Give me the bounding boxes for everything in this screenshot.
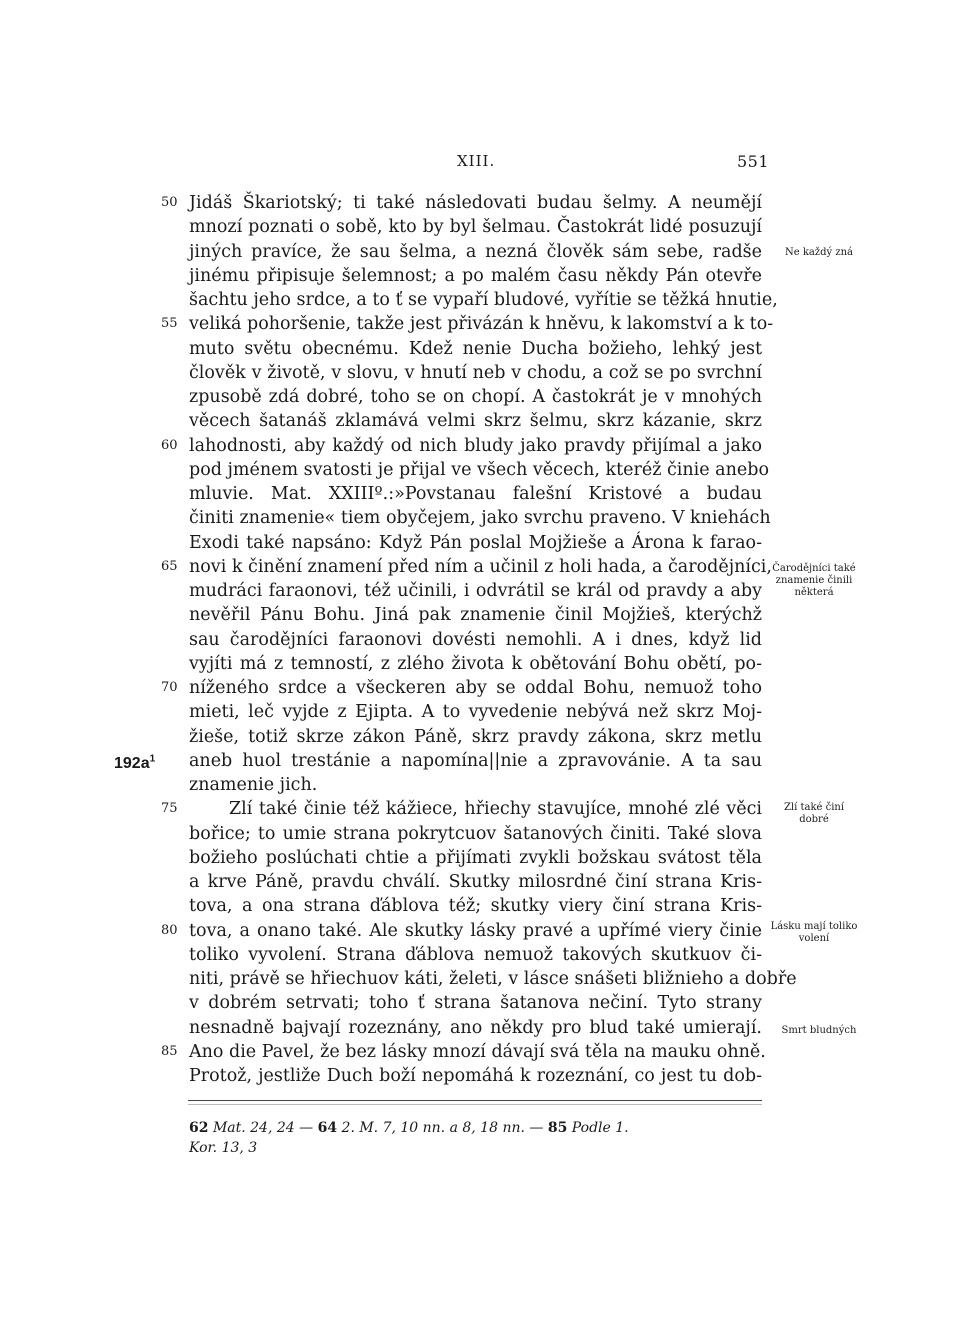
footnote-line-number: 85: [547, 1120, 568, 1136]
text-line: muto světu obecnému. Kdež nenie Ducha božieho, lehký jest: [189, 339, 762, 359]
footnote-rule: [188, 1100, 762, 1101]
line-number: 75: [161, 801, 178, 816]
text-line: šachtu jeho srdce, a to ť se vypaří bludové, vyřítie se těžká hnutie,: [189, 290, 778, 310]
footnote-reference: Mat. 24, 24: [212, 1120, 295, 1136]
footnote-line-1: [189, 1118, 762, 1138]
footnote-line-number: 62: [189, 1120, 209, 1136]
text-line: lahodnosti, aby každý od nich bludy jako pravdy přijímal a jako: [189, 436, 762, 456]
text-line: jiných pravíce, že sau šelma, a nezná člověk sám sebe, radše: [189, 242, 762, 262]
text-line: božieho poslúchati chtie a přijímati zvykli božskau svátost těla: [189, 848, 762, 868]
footnote-reference: 2. M. 7, 10 nn. a 8, 18 nn.: [341, 1120, 525, 1136]
text-line: bořice; to umie strana pokrytcuov šatanových činiti. Také slova: [189, 824, 762, 844]
line-number: 70: [161, 680, 178, 695]
margin-note-3: Zlí také činí dobré: [783, 802, 845, 825]
text-line: mluvie. Mat. XXIIIº.:»Povstanau falešní Kristové a budau: [189, 484, 762, 504]
margin-note-2: Čarodějníci také znamenie činili některá: [772, 563, 856, 598]
margin-note-5: Smrt bludných: [781, 1025, 857, 1036]
margin-note-1: Ne každý zná: [784, 247, 854, 258]
text-line: znamenie jich.: [189, 775, 318, 795]
text-line: novi k činění znamení před ním a učinil z holi hada, a čarodějníci,: [189, 557, 772, 577]
text-line: v dobrém setrvati; toho ť strana šatanova nečiní. Tyto strany: [189, 993, 762, 1013]
text-line: zpusobě zdá dobré, toho se on chopí. A častokrát je v mnohých: [189, 387, 762, 407]
text-line: nevěřil Pánu Bohu. Jiná pak znamenie činil Mojžieš, kterýchž: [189, 605, 762, 625]
footnote-reference: Kor. 13, 3: [189, 1140, 258, 1156]
footnote-line-2: [189, 1138, 762, 1158]
text-line: aneb huol trestánie a napomína||nie a zpravovánie. A ta sau: [189, 751, 762, 771]
text-line: mnozí poznati o sobě, kto by byl šelmau. Častokrát lidé posuzují: [189, 217, 762, 237]
page-number: 551: [737, 152, 770, 171]
text-line: tova, a ona strana ďáblova též; skutky viery činí strana Kris-: [189, 896, 762, 916]
text-line: Ano die Pavel, že bez lásky mnozí dávají svá těla na mauku ohně.: [189, 1042, 766, 1062]
text-line: činiti znamenie« tiem obyčejem, jako svrchu praveno. V kniehách: [189, 508, 771, 528]
line-number: 60: [161, 438, 178, 453]
text-line: níženého srdce a všeckeren aby se oddal Bohu, nemuož toho: [189, 678, 762, 698]
text-line: vyjíti má z temností, z zlého života k obětování Bohu obětí, po-: [189, 654, 762, 674]
text-line: veliká pohoršenie, takže jest přivázán k hněvu, k lakomství a k to-: [189, 314, 774, 334]
margin-note-4: Lásku mají toliko volení: [770, 921, 858, 944]
text-line: Exodi také napsáno: Když Pán poslal Mojžieše a Árona k farao-: [189, 533, 762, 553]
footnote-separator: —: [299, 1120, 314, 1136]
folio-mark: $192a^1$: [114, 754, 156, 773]
text-line: žieše, totiž skrze zákon Páně, skrz pravdy zákona, skrz metlu: [189, 727, 762, 747]
line-number: 65: [161, 559, 178, 574]
text-line: věcech šatanáš zklamává velmi skrz šelmu, skrz kázanie, skrz: [189, 411, 762, 431]
line-number: 55: [161, 316, 178, 331]
text-line: mudráci faraonovi, též učinili, i odvrátil se král od pravdy a aby: [189, 581, 762, 601]
text-line: jinému připisuje šelemnost; a po malém času někdy Pán otevře: [189, 266, 762, 286]
folio-superscript: 1: [149, 754, 156, 765]
footnote-rule-secondary: [188, 1104, 762, 1105]
footnote-separator: —: [529, 1120, 544, 1136]
text-line: a krve Páně, pravdu chválí. Skutky milosrdné činí strana Kris-: [189, 872, 762, 892]
text-line: sau čarodějníci faraonovi dovésti nemohli. A i dnes, když lid: [189, 630, 762, 650]
footnote-line-number: 64: [317, 1120, 338, 1136]
text-line: člověk v životě, v slovu, v hnutí neb v chodu, a což se po svrchní: [189, 363, 762, 383]
line-number: 50: [161, 195, 178, 210]
text-line: niti, právě se hřiechuov káti, želeti, v lásce snášeti bližnieho a dobře: [189, 969, 797, 989]
text-line: Protož, jestliže Duch boží nepomáhá k rozeznání, co jest tu dob-: [189, 1066, 762, 1086]
text-line: tova, a onano také. Ale skutky lásky pravé a upřímé viery činie: [189, 921, 762, 941]
text-line: Zlí také činie též kážiece, hřiechy stavujíce, mnohé zlé věci: [229, 799, 762, 819]
text-line: mieti, leč vyjde z Ejipta. A to vyvedenie nebývá než skrz Moj-: [189, 702, 762, 722]
footnote-reference: Podle 1.: [571, 1120, 629, 1136]
running-header-chapter: XIII.: [457, 152, 496, 170]
text-line: pod jménem svatosti je přijal ve všech věcech, kteréž činie anebo: [189, 460, 769, 480]
text-line: nesnadně bajvají rozeznány, ano někdy pro blud také umierají.: [189, 1018, 762, 1038]
text-line: Jidáš Škariotský; ti také následovati budau šelmy. A neumějí: [189, 193, 762, 213]
line-number: 80: [161, 923, 178, 938]
text-line: toliko vyvolení. Strana ďáblova nemuož takových skutkuov či-: [189, 945, 762, 965]
line-number: 85: [161, 1044, 178, 1059]
